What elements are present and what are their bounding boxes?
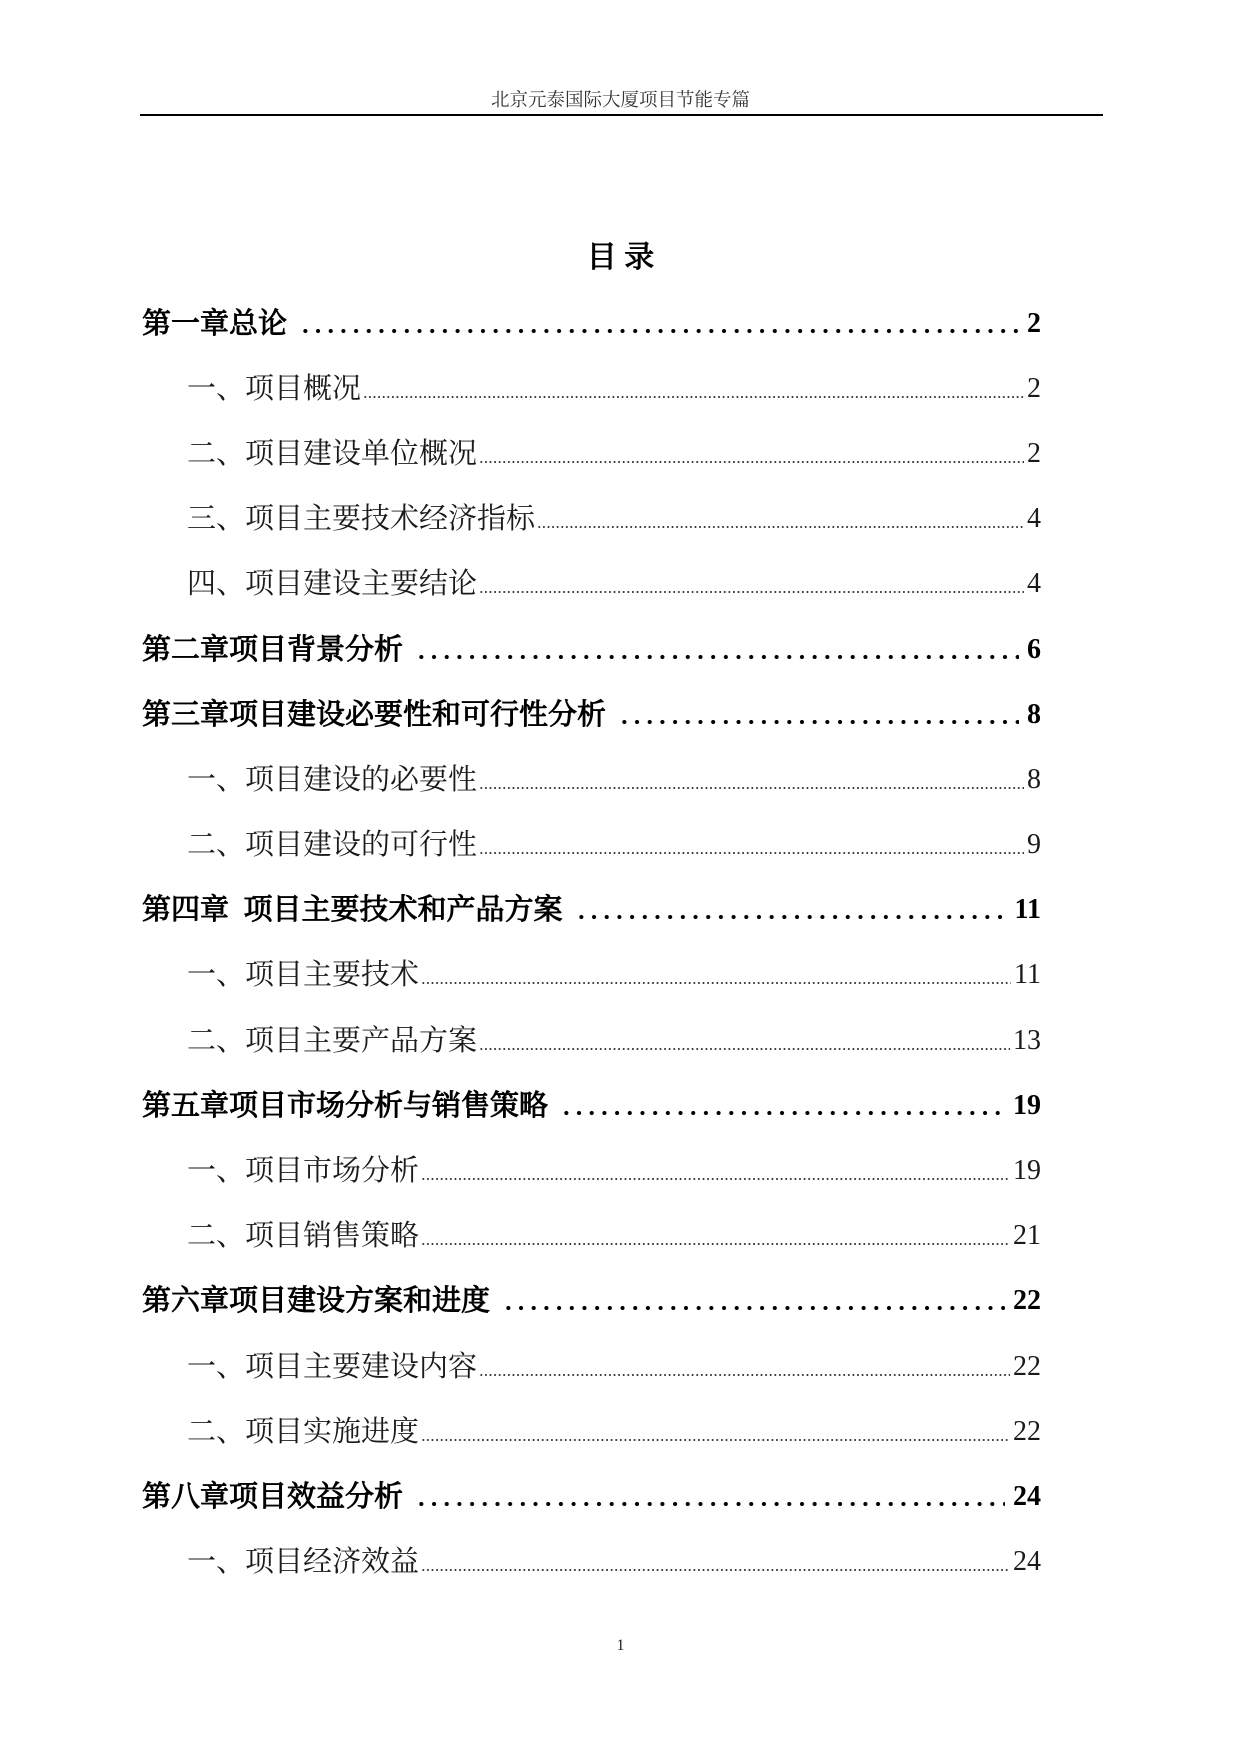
section-title: 一、项目市场分析 [187,1155,420,1188]
dot-leader [479,835,1024,855]
section-title: 一、项目概况 [187,372,362,405]
section-title: 一、项目建设的必要性 [187,763,478,796]
section-page-number: 9 [1027,829,1041,861]
dot-leader [560,1096,1005,1116]
section-title: 二、项目实施进度 [187,1415,420,1448]
header-divider [140,114,1103,116]
section-title: 一、项目主要技术 [187,959,420,992]
toc-section-entry [187,1138,1041,1203]
toc-chapter-entry [142,291,1041,356]
table-of-contents [0,291,1241,1595]
chapter-page-number: 11 [1014,894,1041,926]
section-title: 二、项目建设的可行性 [187,829,478,862]
section-title: 一、项目经济效益 [187,1546,420,1579]
chapter-page-number: 6 [1027,633,1041,665]
section-title: 二、项目销售策略 [187,1220,420,1253]
dot-leader [479,574,1024,594]
toc-chapter-entry [142,617,1041,682]
toc-chapter-entry [142,1269,1041,1334]
chapter-page-number: 22 [1013,1285,1041,1317]
toc-section-entry [187,421,1041,486]
section-title: 二、项目主要产品方案 [187,1024,478,1057]
section-title: 三、项目主要技术经济指标 [187,503,536,536]
chapter-title: 第五章项目市场分析与销售策略 [142,1089,549,1122]
section-title: 二、项目建设单位概况 [187,437,478,470]
dot-leader [537,509,1024,529]
section-page-number: 21 [1013,1220,1041,1252]
toc-section-entry [187,1334,1041,1399]
chapter-title: 第二章项目背景分析 [142,633,404,666]
chapter-page-number: 8 [1027,698,1041,730]
section-page-number: 4 [1027,568,1041,600]
dot-leader [479,444,1024,464]
chapter-page-number: 24 [1013,1480,1041,1512]
toc-section-entry [187,943,1041,1008]
toc-chapter-entry [142,682,1041,747]
section-page-number: 8 [1027,763,1041,795]
dot-leader [479,1357,1010,1377]
chapter-title: 第一章总论 [142,307,288,340]
dot-leader [502,1291,1005,1311]
dot-leader [421,1552,1010,1572]
toc-chapter-entry [142,878,1041,943]
toc-section-entry [187,356,1041,421]
dot-leader [415,640,1019,660]
dot-leader [421,1161,1010,1181]
toc-chapter-entry [142,1073,1041,1138]
dot-leader [421,1226,1010,1246]
chapter-title: 第八章项目效益分析 [142,1480,404,1513]
dot-leader [618,705,1019,725]
section-page-number: 19 [1013,1155,1041,1187]
section-page-number: 13 [1013,1024,1041,1056]
dot-leader [415,1487,1005,1507]
section-page-number: 2 [1027,372,1041,404]
dot-leader [479,770,1024,790]
dot-leader [421,1422,1010,1442]
toc-title: 目 录 [586,241,655,274]
section-title: 一、项目主要建设内容 [187,1350,478,1383]
chapter-page-number: 2 [1027,307,1041,339]
toc-section-entry [187,1008,1041,1073]
section-page-number: 22 [1013,1350,1041,1382]
dot-leader [575,900,1007,920]
section-page-number: 11 [1014,959,1041,991]
running-header: 北京元泰国际大厦项目节能专篇 [490,91,750,111]
toc-section-entry [187,1204,1041,1269]
dot-leader [363,379,1024,399]
section-page-number: 2 [1027,437,1041,469]
toc-section-entry [187,747,1041,812]
chapter-page-number: 19 [1013,1089,1041,1121]
toc-section-entry [187,1399,1041,1464]
section-page-number: 24 [1013,1546,1041,1578]
section-page-number: 22 [1013,1415,1041,1447]
toc-section-entry [187,552,1041,617]
toc-section-entry [187,813,1041,878]
toc-chapter-entry [142,1464,1041,1529]
dot-leader [479,1031,1010,1051]
chapter-title: 第四章 项目主要技术和产品方案 [142,894,563,927]
toc-section-entry [187,487,1041,552]
dot-leader [421,965,1011,985]
page-number: 1 [616,1637,625,1654]
chapter-title: 第三章项目建设必要性和可行性分析 [142,698,607,731]
toc-section-entry [187,1530,1041,1595]
section-title: 四、项目建设主要结论 [187,568,478,601]
dot-leader [299,314,1019,334]
chapter-title: 第六章项目建设方案和进度 [142,1285,491,1318]
section-page-number: 4 [1027,503,1041,535]
